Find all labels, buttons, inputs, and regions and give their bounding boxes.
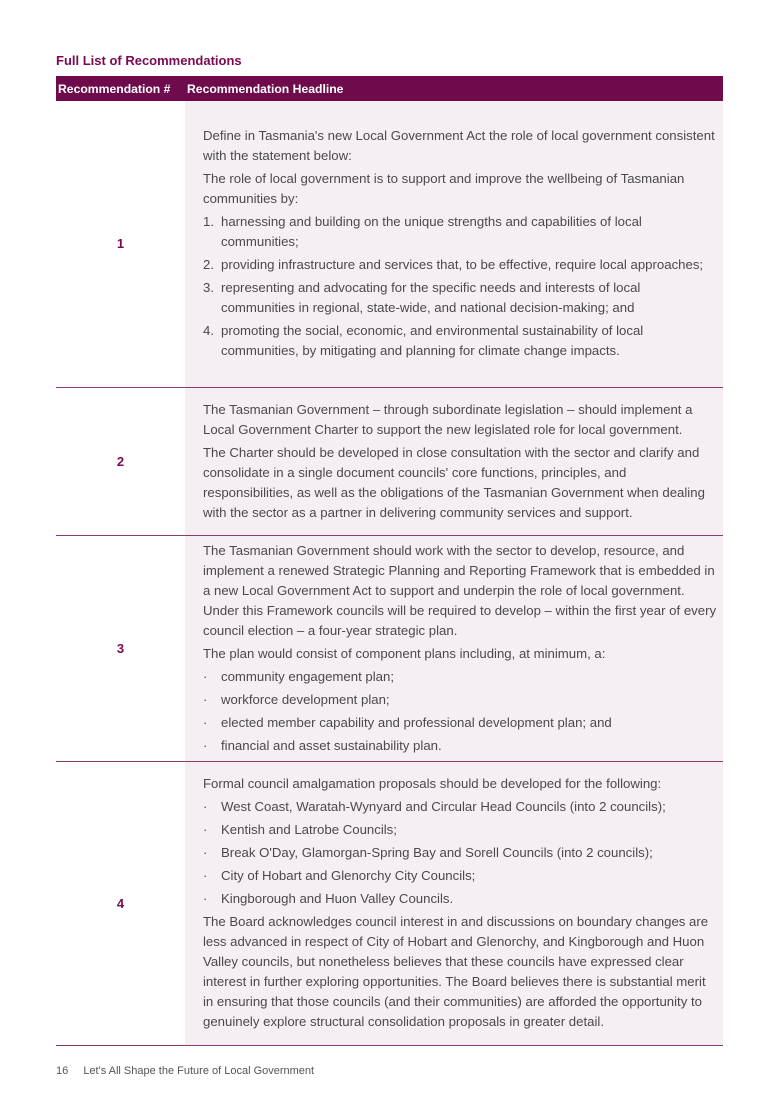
list-item: · West Coast, Waratah-Wynyard and Circular Head Councils (into 2 councils); [203, 797, 717, 817]
list-item: · elected member capability and professional development plan; and [203, 713, 717, 733]
recommendation-intro: Define in Tasmania's new Local Government Act the role of local government consistent with the statement below: [203, 128, 715, 164]
list-item: 1. harnessing and building on the unique strengths and capabilities of local communities; [203, 214, 642, 250]
recommendation-number: 1 [56, 101, 185, 387]
list-item: 3. representing and advocating for the specific needs and interests of local communities in regional, state-wide, and national decision-making; and [203, 280, 641, 316]
list-item: 4. promoting the social, economic, and environmental sustainability of local communities, by mitigating and planning for climate change impacts. [203, 323, 644, 359]
recommendation-paragraph: The Board acknowledges council interest in and discussions on boundary changes are less advanced in respect of City of Hobart and Glenorchy, and Kingborough and Huon Valley councils, but nonetheless believes that these councils have expressed clear interest in further exploring opportunities. The Board believes there is substantial merit in ensuring that those councils (and their communities) are afforded the opportunity to genuinely explore structural consolidation proposals in greater detail. [203, 914, 709, 1029]
page-footer [56, 1065, 314, 1077]
list-item: · community engagement plan; [203, 667, 717, 687]
table-header-row [56, 76, 723, 101]
list-item: · Kingborough and Huon Valley Councils. [203, 889, 717, 909]
role-statement: The role of local government is to support and improve the wellbeing of Tasmanian communities by: [203, 171, 685, 207]
column-header-headline: Recommendation Headline [185, 76, 723, 101]
recommendation-text [185, 387, 723, 535]
table-row-recommendation-2 [56, 387, 723, 535]
list-item: · financial and asset sustainability plan. [203, 736, 717, 756]
recommendation-paragraph: The plan would consist of component plans including, at minimum, a: [203, 645, 606, 661]
page-title: Full List of Recommendations [56, 53, 242, 68]
table-row-recommendation-4 [56, 761, 723, 1045]
recommendation-paragraph: The Tasmanian Government should work with the sector to develop, resource, and implement a renewed Strategic Planning and Reporting Framework that is embedded in a new Local Government Act to support and underpin the role of local government. Under this Framework councils will be required to develop – within the first year of every council election – a four-year strategic plan. [203, 542, 717, 638]
list-item: · City of Hobart and Glenorchy City Councils; [203, 866, 717, 886]
recommendation-intro: Formal council amalgamation proposals should be developed for the following: [203, 776, 662, 791]
list-item: · workforce development plan; [203, 690, 717, 710]
plan-list [203, 667, 717, 756]
role-list [203, 212, 717, 361]
recommendation-number: 3 [56, 535, 185, 761]
recommendation-number: 2 [56, 387, 185, 535]
page-number: 16 [56, 1065, 69, 1077]
list-item: · Kentish and Latrobe Councils; [203, 820, 717, 840]
recommendation-paragraph: The Charter should be developed in close consultation with the sector and clarify and consolidate in a single document councils' core functions, principles, and responsibilities, as well as the obligations of the Tasmanian Government when dealing with the sector as a partner in delivering community services and support. [203, 444, 705, 520]
column-header-number: Recommendation # [56, 76, 185, 101]
amalgamation-list [203, 797, 717, 909]
recommendation-paragraph: The Tasmanian Government – through subordinate legislation – should implement a Local Government Charter to support the new legislated role for local government. [203, 401, 693, 437]
document-title: Let's All Shape the Future of Local Government [83, 1065, 315, 1077]
table-row-recommendation-1 [56, 101, 723, 387]
recommendations-table [56, 76, 723, 1046]
list-item: 2. providing infrastructure and services that, to be effective, require local approaches; [203, 257, 704, 273]
recommendation-text [185, 761, 723, 1045]
recommendation-number: 4 [56, 761, 185, 1045]
recommendation-text [185, 535, 723, 761]
recommendation-text [185, 101, 723, 387]
table-row-recommendation-3 [56, 535, 723, 761]
list-item: · Break O'Day, Glamorgan-Spring Bay and Sorell Councils (into 2 councils); [203, 843, 717, 863]
